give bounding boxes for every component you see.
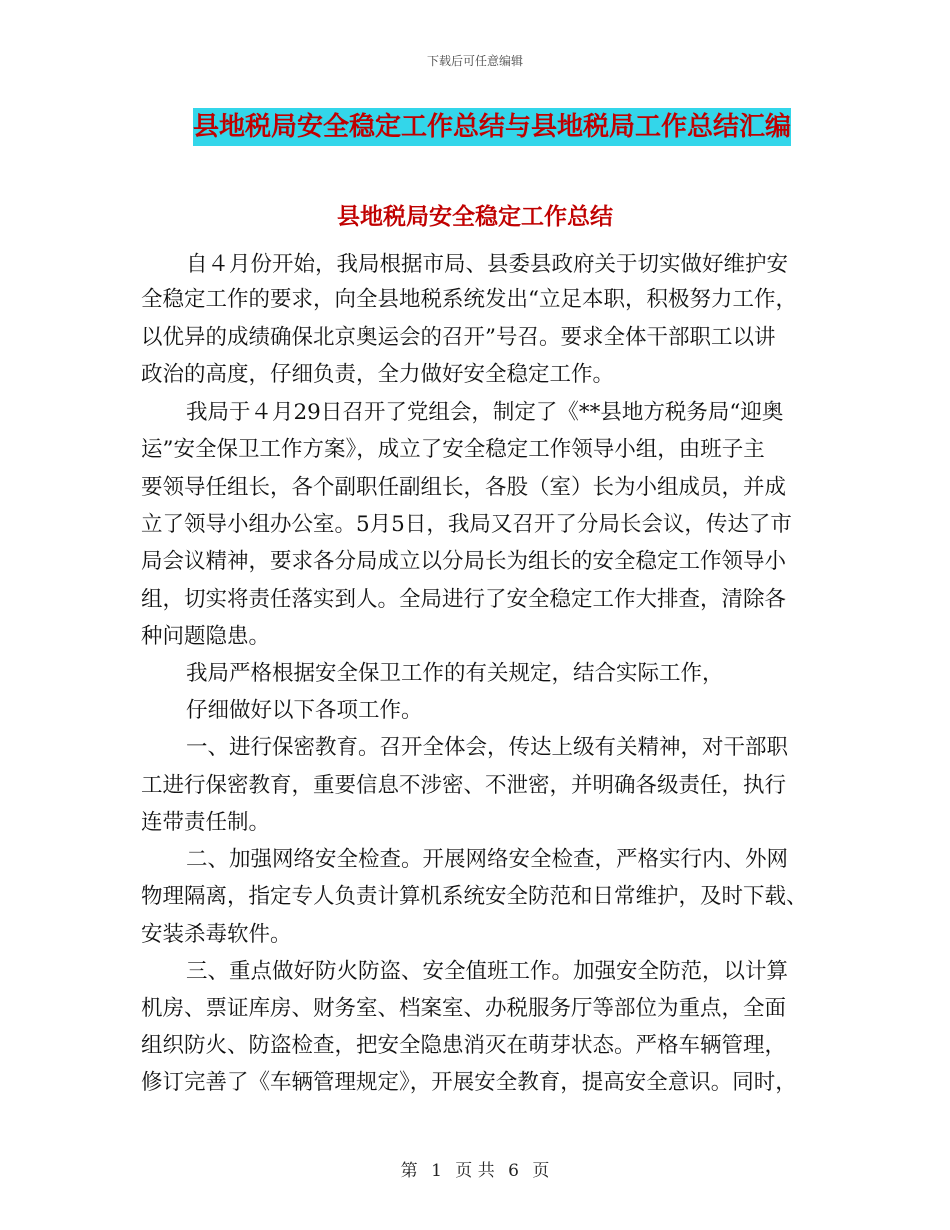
- paragraph-line: 安装杀毒软件。: [141, 922, 292, 947]
- paragraph-line: 要领导任组长，各个副职任副组长，各股（室）长为小组成员，并成: [141, 475, 787, 500]
- paragraph-line: 全稳定工作的要求，向全县地税系统发出“立足本职，积极努力工作，: [141, 287, 797, 312]
- paragraph-line: 机房、票证库房、财务室、档案室、办税服务厅等部位为重点，全面: [141, 996, 787, 1021]
- paragraph-line: 修订完善了《车辆管理规定》，开展安全教育，提高安全意识。同时，: [141, 1070, 797, 1095]
- paragraph-line: 组，切实将责任落实到人。全局进行了安全稳定工作大排查，清除各: [141, 587, 787, 612]
- paragraph-line: 种问题隐患。: [141, 624, 271, 649]
- header-note: 下载后可任意编辑: [426, 54, 523, 68]
- paragraph-line: 局会议精神，要求各分局成立以分局长为组长的安全稳定工作领导小: [141, 549, 787, 574]
- main-title-highlight: [193, 108, 791, 146]
- page-footer: [0, 1156, 950, 1181]
- paragraph-line: 仔细做好以下各项工作。: [186, 698, 423, 723]
- paragraph-line: 三、重点做好防火防盗、安全值班工作。加强安全防范，以计算: [186, 959, 789, 984]
- paragraph-line: 运”安全保卫工作方案》，成立了安全稳定工作领导小组，由班子主: [141, 437, 765, 462]
- paragraph-line: 我局严格根据安全保卫工作的有关规定，结合实际工作，: [186, 661, 724, 686]
- main-title: 县地税局安全稳定工作总结与县地税局工作总结汇编: [193, 112, 792, 142]
- paragraph-line: 二、加强网络安全检查。开展网络安全检查，严格实行内、外网: [186, 847, 789, 872]
- paragraph-line: 以优异的成绩确保北京奥运会的召开”号召。要求全体干部职工以讲: [141, 325, 776, 350]
- paragraph-line: 工进行保密教育，重要信息不涉密、不泄密，并明确各级责任，执行: [141, 773, 787, 798]
- page-label-prefix: 第: [400, 1161, 418, 1181]
- paragraph-line: 政治的高度，仔细负责，全力做好安全稳定工作。: [141, 362, 615, 387]
- paragraph-line: 自４月份开始，我局根据市局、县委县政府关于切实做好维护安: [186, 252, 789, 277]
- paragraph-line: 组织防火、防盗检查，把安全隐患消灭在萌芽状态。严格车辆管理，: [141, 1033, 787, 1058]
- total-pages: 6: [508, 1161, 519, 1181]
- section-title: 县地税局安全稳定工作总结: [337, 203, 613, 230]
- paragraph-line: 一、进行保密教育。召开全体会，传达上级有关精神，对干部职: [186, 735, 789, 760]
- page-number: 1: [431, 1161, 442, 1181]
- paragraph-line: 物理隔离，指定专人负责计算机系统安全防范和日常维护，及时下载、: [141, 884, 808, 909]
- page-label-suffix: 页: [532, 1161, 550, 1181]
- paragraph-line: 立了领导小组办公室。5月5日，我局又召开了分局长会议，传达了市: [141, 512, 792, 537]
- paragraph-line: 连带责任制。: [141, 810, 271, 835]
- page-label-middle: 页 共: [455, 1161, 495, 1181]
- paragraph-line: 我局于４月29日召开了党组会，制定了《**县地方税务局“迎奥: [186, 400, 784, 425]
